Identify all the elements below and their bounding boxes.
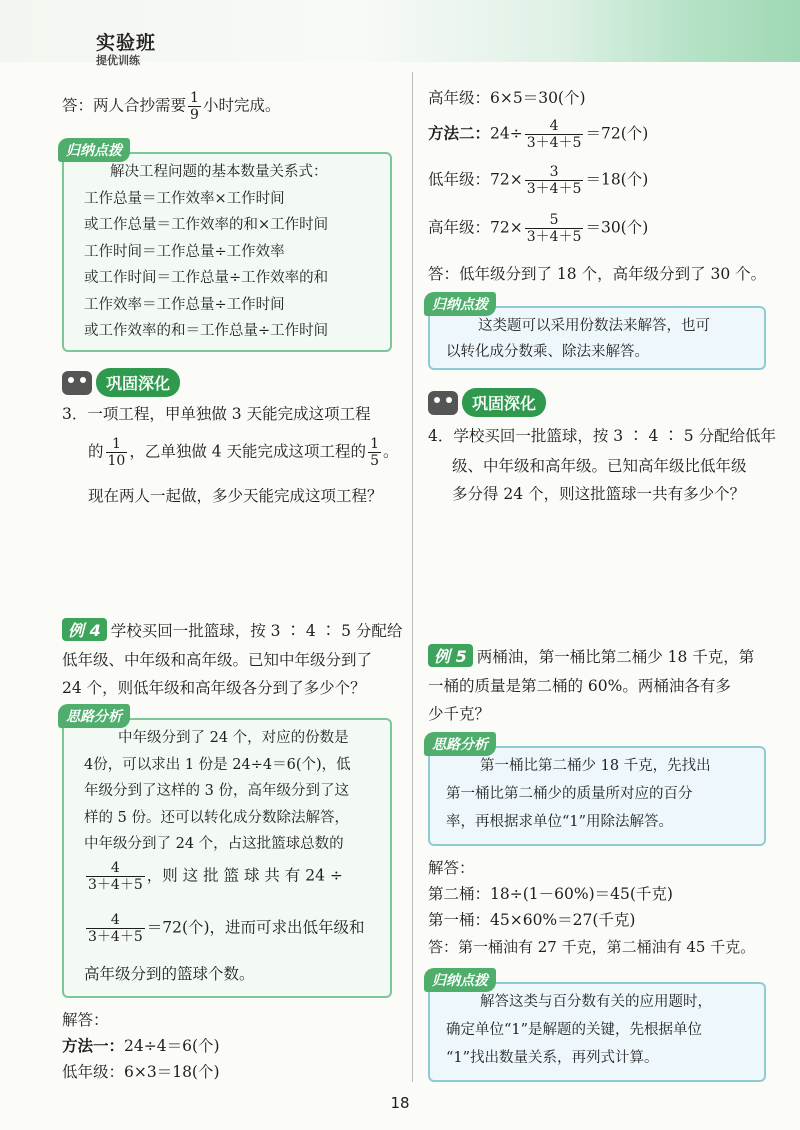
answer-line-right: 答：低年级分到了 18 个，高年级分到了 30 个。 xyxy=(428,265,767,283)
tip3-line3: “1”找出数量关系，再列式计算。 xyxy=(446,1050,659,1066)
denominator: 5 xyxy=(370,453,379,470)
ex4-line2: 低年级、中年级和高年级。已知中年级分到了 xyxy=(62,651,373,669)
high-grade-line: 高年级：6×5＝30(个) xyxy=(428,89,586,107)
think-line7 xyxy=(84,912,365,945)
method2-line xyxy=(428,118,648,151)
think-tag-2: 思路分析 xyxy=(424,732,496,756)
ex4-line3: 24 个，则低年级和高年级各分到了多少个？ xyxy=(62,679,366,697)
denominator: 3＋4＋5 xyxy=(88,929,143,946)
ex4-line1 xyxy=(62,618,402,641)
ex5-line2: 一桶的质量是第二桶的 60%。两桶油各有多 xyxy=(428,677,731,695)
ex5-text: 两桶油，第一桶比第二桶少 18 千克，第 xyxy=(476,648,755,666)
answer-text: 答：两人合抄需要 xyxy=(62,96,187,115)
tip2-line2: 以转化成分数乘、除法来解答。 xyxy=(446,344,649,360)
section-label: 巩固深化 xyxy=(96,368,180,397)
tip3-line2: 确定单位“1”是解题的关键，先根据单位 xyxy=(446,1022,703,1038)
tip3-line1: 解答这类与百分数有关的应用题时， xyxy=(480,994,712,1010)
think-text: ，则 这 批 篮 球 共 有 24 ÷ xyxy=(146,866,343,885)
tip-tag-1: 归纳点拨 xyxy=(58,138,130,162)
low-grade-line-2 xyxy=(428,164,648,197)
section-label: 巩固深化 xyxy=(462,388,546,417)
low-grade-line: 低年级：6×3＝18(个) xyxy=(62,1063,220,1081)
tip1-line: 解决工程问题的基本数量关系式： xyxy=(110,164,328,180)
denominator: 3＋4＋5 xyxy=(526,181,582,198)
numerator: 4 xyxy=(86,860,145,877)
fraction xyxy=(368,436,381,469)
ex5-line3: 少千克？ xyxy=(428,705,491,723)
method-text: 24÷ xyxy=(490,124,523,143)
think-text: ＝72(个)，进而可求出低年级和 xyxy=(146,918,365,937)
think1-line: 样的 5 份。还可以转化成分数除法解答， xyxy=(84,809,349,826)
think2-line1: 第一桶比第二桶少 18 千克，先找出 xyxy=(480,758,711,774)
denominator: 3＋4＋5 xyxy=(88,877,143,894)
denominator: 3＋4＋5 xyxy=(526,135,582,152)
think-tag-1: 思路分析 xyxy=(58,704,130,728)
sol-line2: 第二桶：18÷(1－60%)＝45(千克) xyxy=(428,885,673,903)
q4-line2: 级、中年级和高年级。已知高年级比低年级 xyxy=(452,457,747,475)
sol-line4: 答：第一桶油有 27 千克，第二桶油有 45 千克。 xyxy=(428,938,756,956)
q3-text: ，乙单独做 4 天能完成这项工程的 xyxy=(129,442,367,461)
numerator: 4 xyxy=(86,912,145,929)
fraction xyxy=(525,118,584,151)
numerator: 3 xyxy=(525,164,584,181)
example-tag: 例 5 xyxy=(428,644,473,667)
ex4-text: 学校买回一批篮球，按 3 ∶ 4 ∶ 5 分配给 xyxy=(110,622,403,640)
think2-line2: 第一桶比第二桶少的质量所对应的百分 xyxy=(446,786,693,802)
calc-text: 高年级：72× xyxy=(428,218,523,237)
brand-title: 实验班 xyxy=(96,32,157,54)
calc-text: 低年级：72× xyxy=(428,170,523,189)
method-label: 方法二： xyxy=(428,124,491,143)
tip1-line: 工作总量＝工作效率×工作时间 xyxy=(84,190,285,207)
q3-text: 的 xyxy=(88,442,104,461)
tip1-line: 工作效率＝工作总量÷工作时间 xyxy=(84,296,285,313)
calc-text: ＝18(个) xyxy=(585,170,649,189)
sol-line1: 解答： xyxy=(428,859,475,877)
tip1-line: 或工作效率的和＝工作总量÷工作时间 xyxy=(84,323,329,339)
high-grade-line-2 xyxy=(428,212,648,245)
ex5-line1 xyxy=(428,644,754,667)
example-tag: 例 4 xyxy=(62,618,107,641)
numerator: 1 xyxy=(370,436,379,452)
tip-tag-2: 归纳点拨 xyxy=(424,292,496,316)
column-divider xyxy=(412,72,413,1082)
fraction xyxy=(106,436,128,469)
think1-line: 中年级分到了 24 个，对应的份数是 xyxy=(118,730,349,746)
answer-line xyxy=(62,90,280,123)
tip1-line: 或工作总量＝工作效率的和×工作时间 xyxy=(84,217,329,233)
fraction xyxy=(525,212,584,245)
fraction xyxy=(86,860,145,893)
tip1-line: 工作时间＝工作总量÷工作效率 xyxy=(84,243,285,260)
fraction xyxy=(525,164,584,197)
q4-line3: 多分得 24 个，则这批篮球一共有多少个？ xyxy=(452,485,746,503)
method-text: ＝72(个) xyxy=(585,124,649,143)
tip1-line: 或工作时间＝工作总量÷工作效率的和 xyxy=(84,270,329,286)
sol-line3: 第一桶：45×60%＝27(千克) xyxy=(428,911,636,929)
page-number: 18 xyxy=(390,1094,410,1112)
q4-line1: 4．学校买回一批篮球，按 3 ∶ 4 ∶ 5 分配给低年 xyxy=(428,427,777,445)
q3-line3: 现在两人一起做，多少天能完成这项工程？ xyxy=(88,487,383,505)
denominator: 3＋4＋5 xyxy=(526,229,582,246)
fraction xyxy=(188,90,201,123)
tip-tag-3: 归纳点拨 xyxy=(424,968,496,992)
q3-text: 。 xyxy=(382,442,399,461)
think1-line: 年级分到了这样的 3 份，高年级分到了这 xyxy=(84,783,349,799)
think2-line3: 率，再根据求单位“1”用除法解答。 xyxy=(446,814,674,830)
fraction xyxy=(86,912,145,945)
method-label: 方法一： xyxy=(62,1037,125,1055)
brand-subtitle: 提优训练 xyxy=(96,54,140,67)
denominator: 10 xyxy=(107,453,126,470)
numerator: 4 xyxy=(525,118,584,135)
think1-line: 4份，可以求出 1 份是 24÷4＝6(个)，低 xyxy=(84,756,351,773)
numerator: 1 xyxy=(106,436,128,453)
robot-icon xyxy=(62,371,92,395)
section-head-right xyxy=(428,388,546,417)
method-text: 24÷4＝6(个) xyxy=(124,1037,220,1055)
q3-line2 xyxy=(88,436,399,469)
solution-label: 解答： xyxy=(62,1011,109,1029)
q3-line1: 3．一项工程，甲单独做 3 天能完成这项工程 xyxy=(62,405,371,423)
robot-icon xyxy=(428,391,458,415)
tip2-line1: 这类题可以采用份数法来解答，也可 xyxy=(478,318,710,334)
denominator: 9 xyxy=(190,107,199,124)
section-head-left xyxy=(62,368,180,397)
method1-line xyxy=(62,1034,220,1056)
answer-text-end: 小时完成。 xyxy=(202,96,281,115)
think-line6 xyxy=(84,860,343,893)
numerator: 1 xyxy=(190,90,199,106)
calc-text: ＝30(个) xyxy=(585,218,649,237)
think-line8: 高年级分到的篮球个数。 xyxy=(84,965,255,983)
numerator: 5 xyxy=(525,212,584,229)
think1-line: 中年级分到了 24 个，占这批篮球总数的 xyxy=(84,836,344,852)
